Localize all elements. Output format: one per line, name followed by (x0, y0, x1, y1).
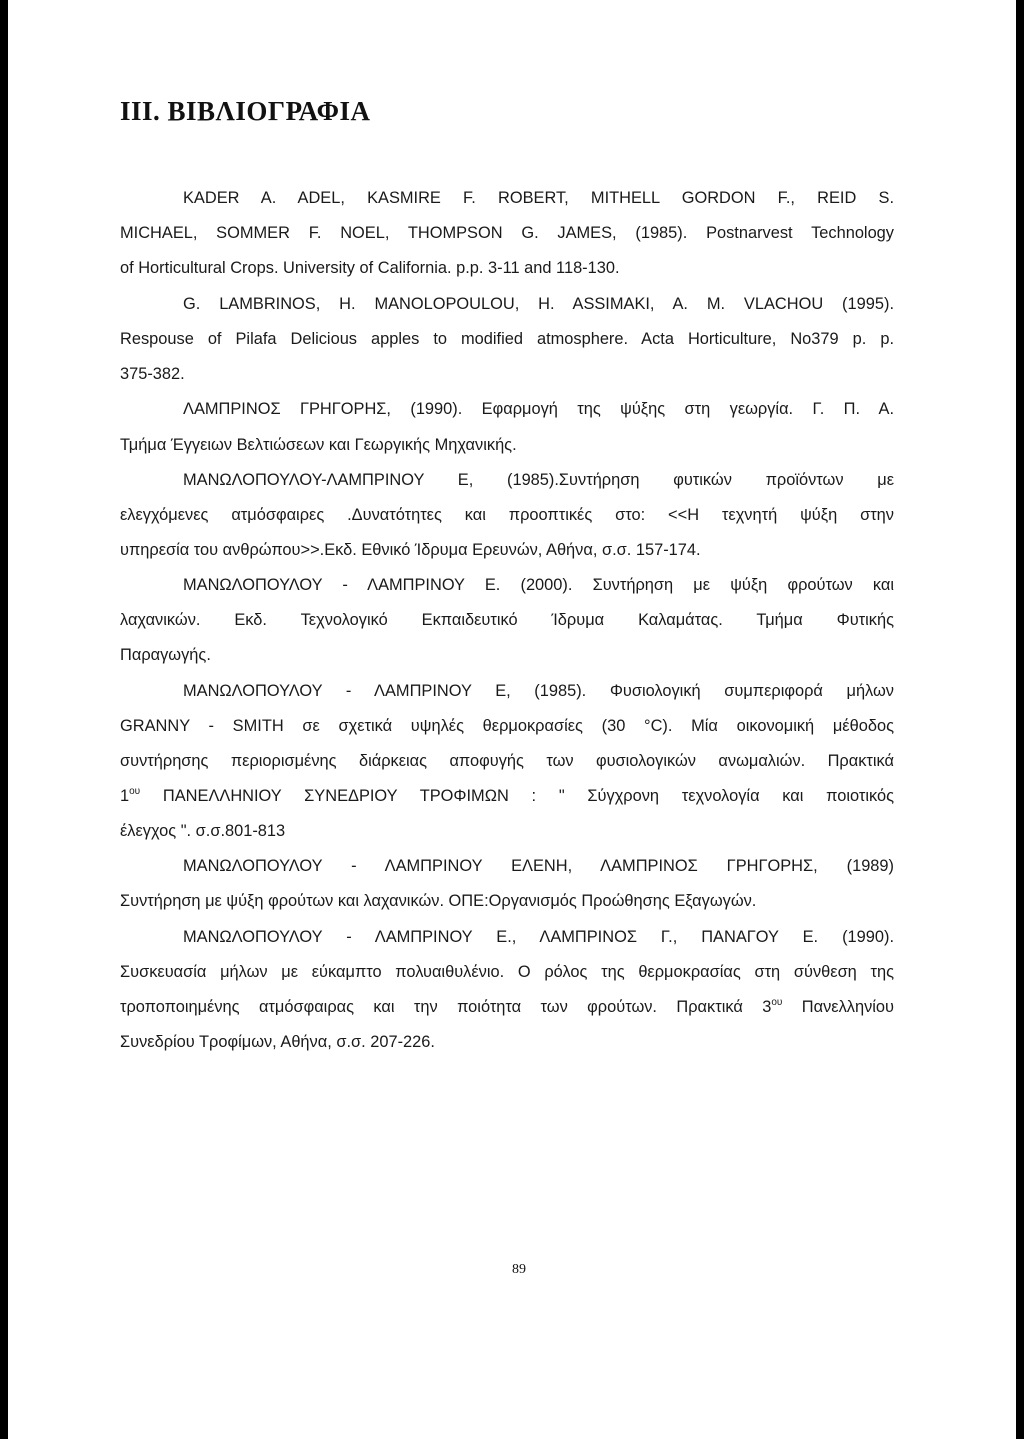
reference-line: GRANNY - SMITH σε σχετικά υψηλές θερμοκρασίες (30 °C). Μία οικονομική μέθοδος (120, 717, 894, 735)
ordinal-superscript: ου (771, 997, 783, 1008)
reference-line: ΜΑΝΩΛΟΠΟΥΛΟΥ - ΛΑΜΠΡΙΝΟΥ Ε, (1985). Φυσιολογική συμπεριφορά μήλων (183, 682, 894, 700)
section-heading: III. ΒΙΒΛΙΟΓΡΑΦΙΑ (120, 96, 371, 126)
reference-line: έλεγχος ". σ.σ.801-813 (120, 822, 286, 840)
reference-line (120, 997, 894, 1017)
ordinal-superscript: ου (129, 786, 141, 797)
reference-line: KADER A. ADEL, KASMIRE F. ROBERT, MITHELL GORDON F., REID S. (183, 189, 894, 207)
reference-line: ελεγχόμενες ατμόσφαιρες .Δυνατότητες και προοπτικές στο: <<Η τεχνητή ψύξη στην (120, 506, 894, 524)
reference-line: ΜΑΝΩΛΟΠΟΥΛΟΥ - ΛΑΜΠΡΙΝΟΥ Ε., ΛΑΜΠΡΙΝΟΣ Γ., ΠΑΝΑΓΟΥ Ε. (1990). (183, 928, 894, 946)
document-page (8, 0, 1016, 1439)
reference-line: 375-382. (120, 365, 185, 383)
line-text: ΠΑΝΕΛΛΗΝΙΟΥ ΣΥΝΕΔΡΙΟΥ ΤΡΟΦΙΜΩΝ : " Σύγχρονη τεχνολογία και ποιοτικός (140, 787, 894, 805)
reference-line: of Horticultural Crops. University of California. p.p. 3-11 and 118-130. (120, 259, 620, 277)
reference-line: Συντήρηση με ψύξη φρούτων και λαχανικών. ΟΠΕ:Οργανισμός Προώθησης Εξαγωγών. (120, 892, 757, 910)
reference-line: ΛΑΜΠΡΙΝΟΣ ΓΡΗΓΟΡΗΣ, (1990). Εφαρμογή της ψύξης στη γεωργία. Γ. Π. Α. (183, 400, 894, 418)
reference-line: υπηρεσία του ανθρώπου>>.Εκδ. Εθνικό Ίδρυμα Ερευνών, Αθήνα, σ.σ. 157-174. (120, 541, 701, 559)
reference-line: G. LAMBRINOS, H. MANOLOPOULOU, H. ASSIMAKI, A. M. VLACHOU (1995). (183, 295, 894, 313)
reference-line: Respouse of Pilafa Delicious apples to modified atmosphere. Acta Horticulture, No379 p. p. (120, 330, 894, 348)
reference-line: ΜΑΝΩΛΟΠΟΥΛΟΥ-ΛΑΜΠΡΙΝΟΥ Ε, (1985).Συντήρηση φυτικών προϊόντων με (183, 471, 894, 489)
reference-line: ΜΑΝΩΛΟΠΟΥΛΟΥ - ΛΑΜΠΡΙΝΟΥ Ε. (2000). Συντήρηση με ψύξη φρούτων και (183, 576, 894, 594)
reference-line: Παραγωγής. (120, 646, 211, 664)
reference-line: συντήρησης περιορισμένης διάρκειας αποφυγής των φυσιολογικών ανωμαλιών. Πρακτικά (120, 752, 894, 770)
reference-line: MICHAEL, SOMMER F. NOEL, THOMPSON G. JAMES, (1985). Postnarvest Technology (120, 224, 894, 242)
reference-line: λαχανικών. Εκδ. Τεχνολογικό Εκπαιδευτικό Ίδρυμα Καλαμάτας. Τμήμα Φυτικής (120, 611, 894, 629)
reference-line: Συσκευασία μήλων με εύκαμπτο πολυαιθυλένιο. Ο ρόλος της θερμοκρασίας στη σύνθεση της (120, 963, 894, 981)
reference-line: ΜΑΝΩΛΟΠΟΥΛΟΥ - ΛΑΜΠΡΙΝΟΥ ΕΛΕΝΗ, ΛΑΜΠΡΙΝΟΣ ΓΡΗΓΟΡΗΣ, (1989) (183, 857, 894, 875)
reference-line: Συνεδρίου Τροφίμων, Αθήνα, σ.σ. 207-226. (120, 1033, 435, 1051)
line-text: Πανελληνίου (782, 998, 894, 1016)
reference-line: Τμήμα Έγγειων Βελτιώσεων και Γεωργικής Μηχανικής. (120, 436, 517, 454)
reference-line (120, 786, 894, 806)
line-text: 1 (120, 787, 130, 805)
line-text: τροποποιημένης ατμόσφαιρας και την ποιότητα των φρούτων. Πρακτικά 3 (120, 998, 772, 1016)
page-number: 89 (512, 1262, 526, 1277)
